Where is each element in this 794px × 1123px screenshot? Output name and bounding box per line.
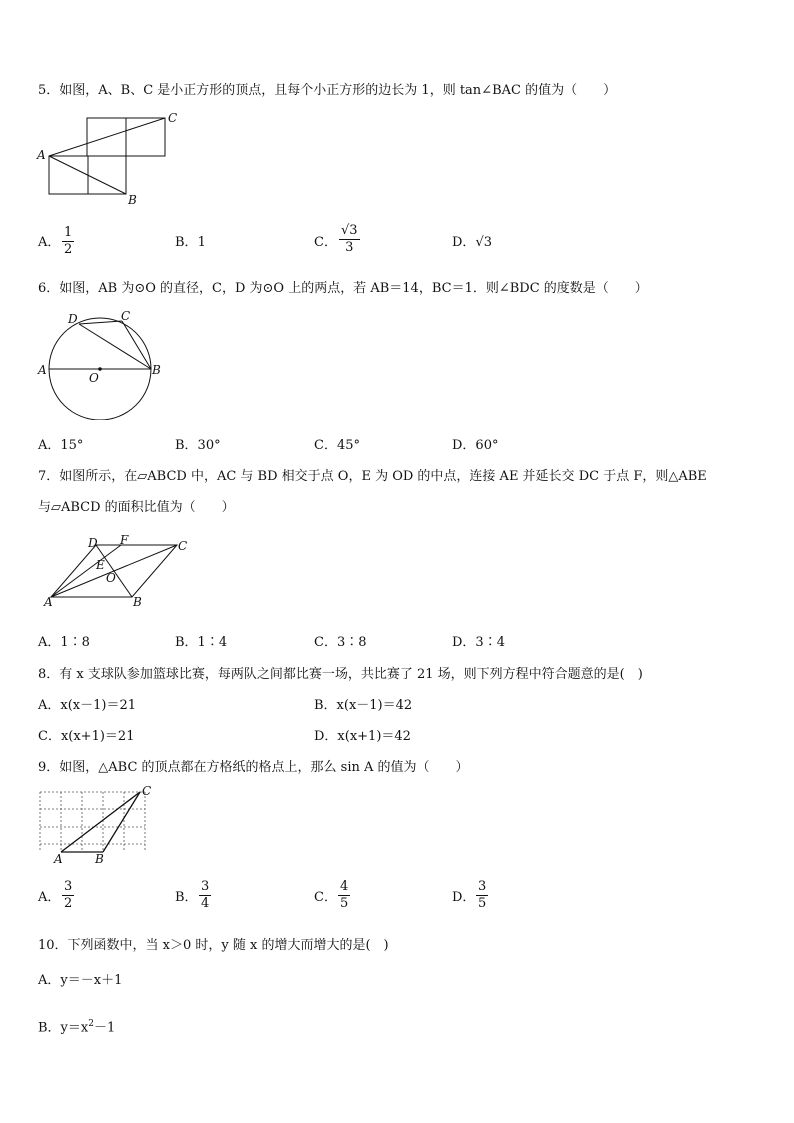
q7-label-a: A	[44, 595, 53, 609]
q10-option-b: B．$y=x^2-1$	[38, 1019, 116, 1036]
q9-option-a-fraction: 3 2	[64, 879, 73, 911]
q7-text-line1: 7．如图所示，在▱ABCD 中，AC 与 BD 相交于点 O，E 为 OD 的中点，连接 AE 并延长交 DC 于点 F，则△ABE	[38, 469, 707, 484]
q10-option-a: A．y＝－x＋1	[38, 973, 123, 988]
q9-option-c-label: C．	[314, 890, 337, 905]
q9-option-d-label: D．	[452, 890, 476, 905]
q9-option-a-label: A．	[38, 890, 61, 905]
q9-label-c: C	[142, 784, 152, 798]
q9-text: 9．如图，△ABC 的顶点都在方格纸的格点上，那么 sin A 的值为（ ）	[38, 760, 469, 775]
q9-option-d-fraction: 3 5	[478, 879, 487, 911]
q7-option-c: C．3∶8	[314, 635, 367, 650]
q8-option-a: A．x(x－1)＝21	[38, 698, 137, 713]
q7-label-d: D	[88, 536, 98, 550]
q7-label-f: F	[120, 533, 129, 547]
q5-option-b: B．1	[175, 235, 206, 250]
q5-option-c-label: C．	[314, 235, 337, 250]
q9-label-a: A	[54, 852, 63, 866]
q9-label-b: B	[95, 852, 104, 866]
q6-option-a: A．15°	[38, 438, 84, 453]
q6-figure	[35, 308, 165, 420]
q6-option-d: D．60°	[452, 438, 499, 453]
q5-label-a: A	[37, 148, 46, 162]
q5-label-c: C	[168, 111, 178, 125]
q6-option-b: B．30°	[175, 438, 221, 453]
q5-text: 5．如图，A、B、C 是小正方形的顶点，且每个小正方形的边长为 1，则 tan∠BAC 的值为（ ）	[38, 83, 617, 98]
q6-label-c: C	[121, 309, 131, 323]
q9-figure	[35, 784, 165, 866]
q5-option-c-fraction: √3 3	[341, 223, 358, 255]
q5-option-a-label: A．	[38, 235, 61, 250]
q7-option-a: A．1∶8	[38, 635, 90, 650]
q9-option-b-label: B．	[175, 890, 198, 905]
q6-option-c: C．45°	[314, 438, 360, 453]
q6-label-b: B	[152, 363, 161, 377]
q7-label-o: O	[106, 571, 116, 585]
q5-figure	[35, 108, 185, 208]
q7-figure	[35, 532, 195, 610]
q7-label-e: E	[96, 558, 105, 572]
q7-option-b: B．1∶4	[175, 635, 228, 650]
q9-option-c-fraction: 4 5	[340, 879, 349, 911]
q8-text: 8．有 x 支球队参加篮球比赛，每两队之间都比赛一场，共比赛了 21 场，则下列方程中符合题意的是( )	[38, 667, 643, 682]
q10-text: 10．下列函数中，当 x＞0 时，y 随 x 的增大而增大的是( )	[38, 938, 389, 953]
q8-option-c: C．x(x+1)＝21	[38, 729, 135, 744]
q8-option-d: D．x(x+1)＝42	[314, 729, 411, 744]
q6-label-o: O	[89, 371, 99, 385]
q6-label-d: D	[68, 312, 78, 326]
q6-text: 6．如图，AB 为⊙O 的直径，C，D 为⊙O 上的两点，若 AB＝14，BC＝1．则∠BDC 的度数是（ ）	[38, 281, 648, 296]
q5-option-a-fraction: 1 2	[64, 225, 73, 257]
q7-label-b: B	[133, 595, 142, 609]
q8-option-b: B．x(x－1)＝42	[314, 698, 413, 713]
q7-label-c: C	[178, 539, 188, 553]
q9-option-b-fraction: 3 4	[201, 879, 210, 911]
q7-option-d: D．3∶4	[452, 635, 505, 650]
q5-label-b: B	[128, 193, 137, 207]
q7-text-line2: 与▱ABCD 的面积比值为（ ）	[38, 500, 235, 515]
q6-label-a: A	[38, 363, 47, 377]
q5-option-d: D．√3	[452, 235, 492, 250]
